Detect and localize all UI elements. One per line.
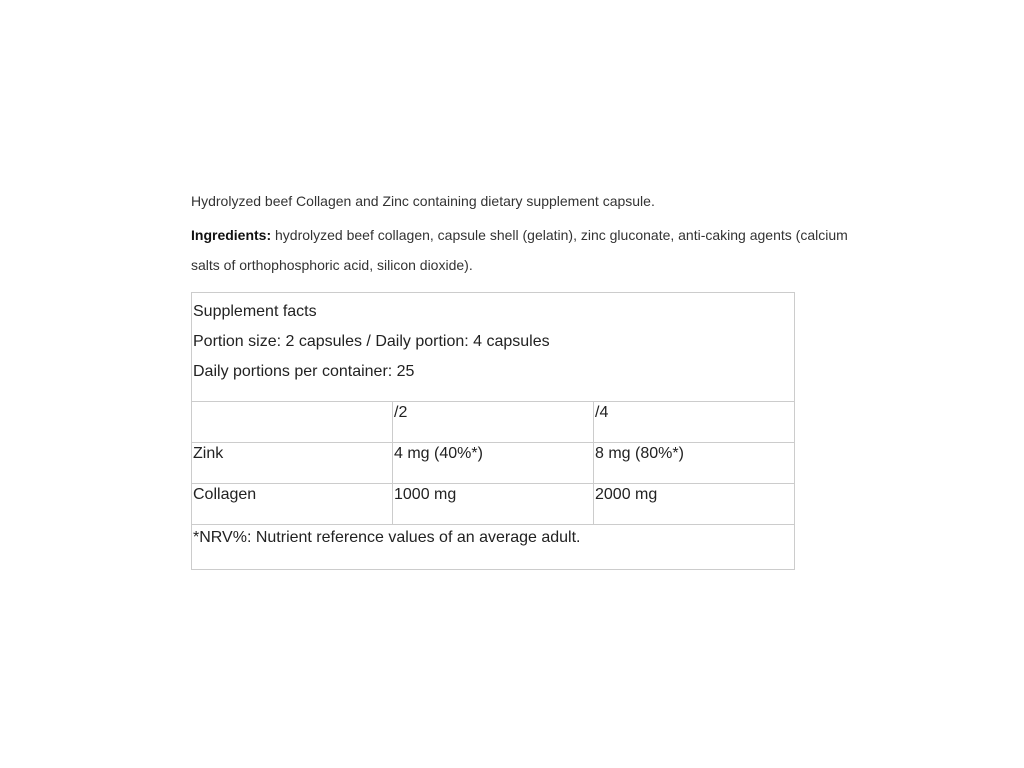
facts-title: Supplement facts bbox=[193, 303, 317, 320]
nrv-footnote: *NRV%: Nutrient reference values of an average adult. bbox=[192, 525, 795, 570]
nutrient-amount-per-4: 8 mg (80%*) bbox=[594, 443, 795, 484]
portion-size-line: Portion size: 2 capsules / Daily portion: 4 capsules bbox=[193, 333, 550, 350]
facts-header-cell bbox=[192, 293, 795, 402]
nutrient-amount-per-2: 4 mg (40%*) bbox=[393, 443, 594, 484]
footnote-row bbox=[192, 525, 795, 570]
table-row bbox=[192, 484, 795, 525]
facts-header-row bbox=[192, 293, 795, 402]
nutrient-name: Zink bbox=[192, 443, 393, 484]
ingredients-label: Ingredients: bbox=[191, 227, 272, 243]
supplement-facts-table bbox=[191, 292, 795, 570]
column-header-per-4: /4 bbox=[594, 402, 795, 443]
nutrient-amount-per-4: 2000 mg bbox=[594, 484, 795, 525]
nutrient-name: Collagen bbox=[192, 484, 393, 525]
product-intro-text: Hydrolyzed beef Collagen and Zinc containing dietary supplement capsule. bbox=[191, 193, 655, 209]
ingredients-paragraph bbox=[191, 220, 851, 280]
product-description-section bbox=[191, 190, 851, 570]
column-header-empty bbox=[192, 402, 393, 443]
ingredients-text: hydrolyzed beef collagen, capsule shell (gelatin), zinc gluconate, anti-caking agents (calcium salts of orthophosphoric acid, silicon dioxide). bbox=[191, 227, 848, 273]
column-header-row bbox=[192, 402, 795, 443]
column-header-per-2: /2 bbox=[393, 402, 594, 443]
nutrient-amount-per-2: 1000 mg bbox=[393, 484, 594, 525]
table-row bbox=[192, 443, 795, 484]
portions-per-container-line: Daily portions per container: 25 bbox=[193, 363, 415, 380]
